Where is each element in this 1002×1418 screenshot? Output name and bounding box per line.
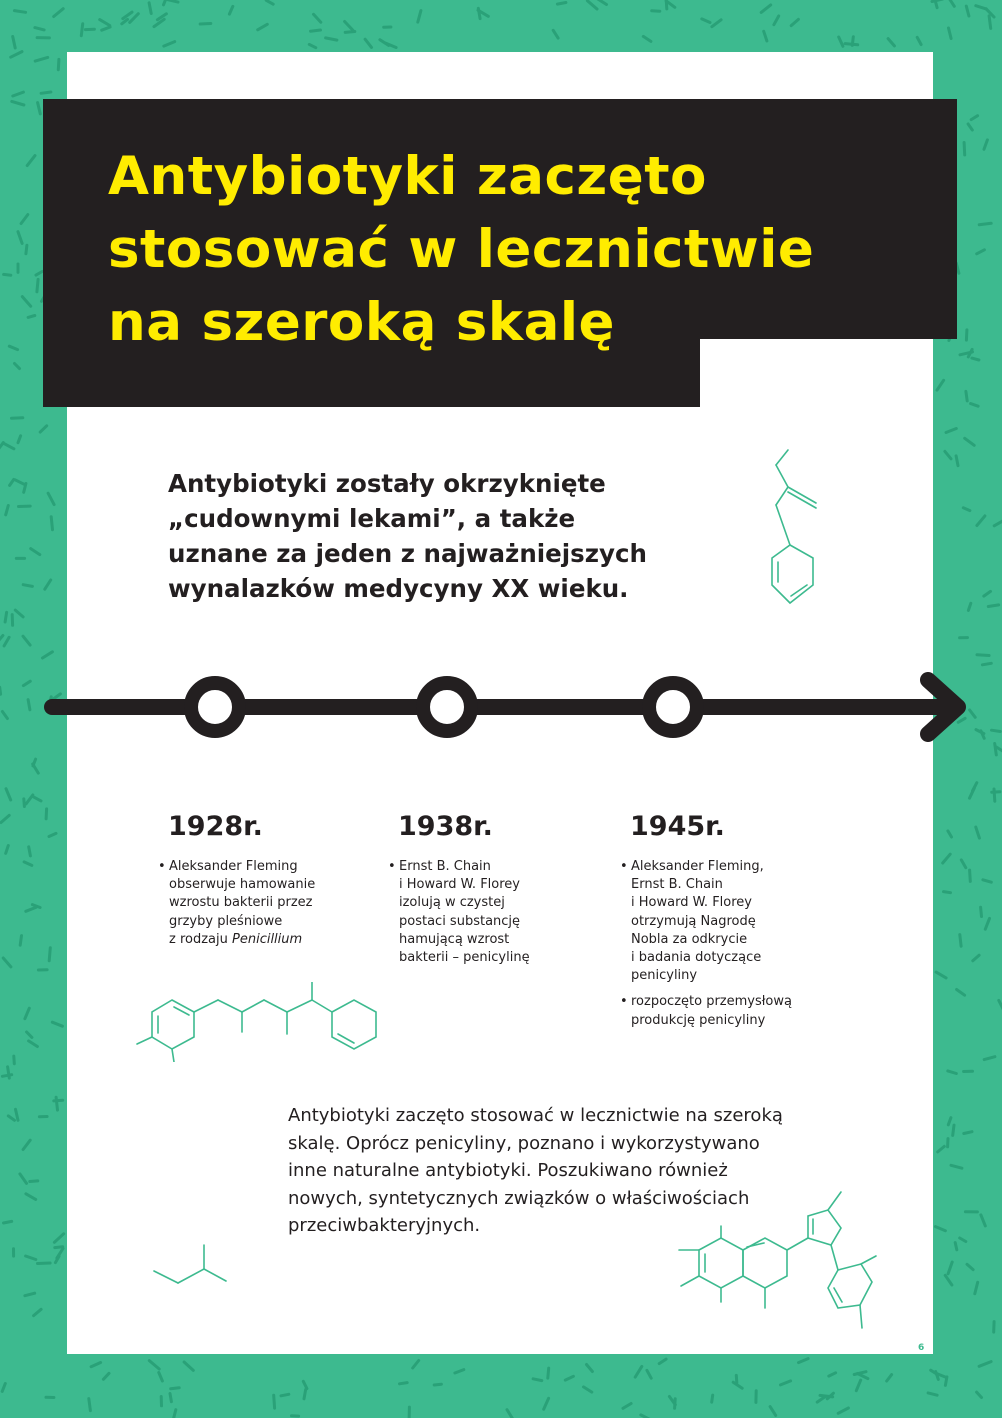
page-number: 6	[918, 1343, 925, 1353]
molecule-top-right-icon	[768, 445, 848, 615]
timeline-year-1928: 1928r.	[168, 811, 263, 842]
body-paragraph: Antybiotyki zaczęto stosować w lecznictwie na szeroką skalę. Oprócz penicyliny, poznano i wykorzystywano inne naturalne antybiotyki. Poszukiwano również nowych, syntetycznych związków o właściwościach przeciwbakteryjnych.	[288, 1105, 783, 1236]
timeline-year-1945: 1945r.	[630, 811, 725, 842]
timeline-event: • Aleksander Fleming, Ernst B. Chain i Howard W. Florey otrzymują Nagrodę Nobla za odkrycie i badania dotyczące penicyliny	[620, 858, 840, 985]
molecule-middle-left-icon	[132, 982, 382, 1062]
timeline-event: • Aleksander Fleming obserwuje hamowanie wzrostu bakterii przez grzyby pleśniowe z rodzaju Penicillium	[158, 858, 358, 949]
timeline-events-1945	[620, 858, 840, 1038]
lead-paragraph: Antybiotyki zostały okrzyknięte „cudownymi lekami”, a także uznane za jeden z najważniejszych wynalazków medycyny XX wieku.	[168, 469, 647, 603]
timeline-year-1938: 1938r.	[398, 811, 493, 842]
molecule-bottom-left-icon	[150, 1243, 230, 1285]
timeline-event: • Ernst B. Chain i Howard W. Florey izolują w czystej postaci substancję hamującą wzrost bakterii – penicylinę	[388, 858, 588, 967]
page-title: Antybiotyki zaczęto stosować w lecznictwie na szeroką skalę	[108, 146, 815, 353]
timeline-events-1928	[158, 858, 358, 957]
timeline-event: • rozpoczęto przemysłową produkcję penicyliny	[620, 993, 840, 1029]
molecule-bottom-right-icon	[676, 1190, 886, 1335]
timeline-events-1938	[388, 858, 588, 975]
